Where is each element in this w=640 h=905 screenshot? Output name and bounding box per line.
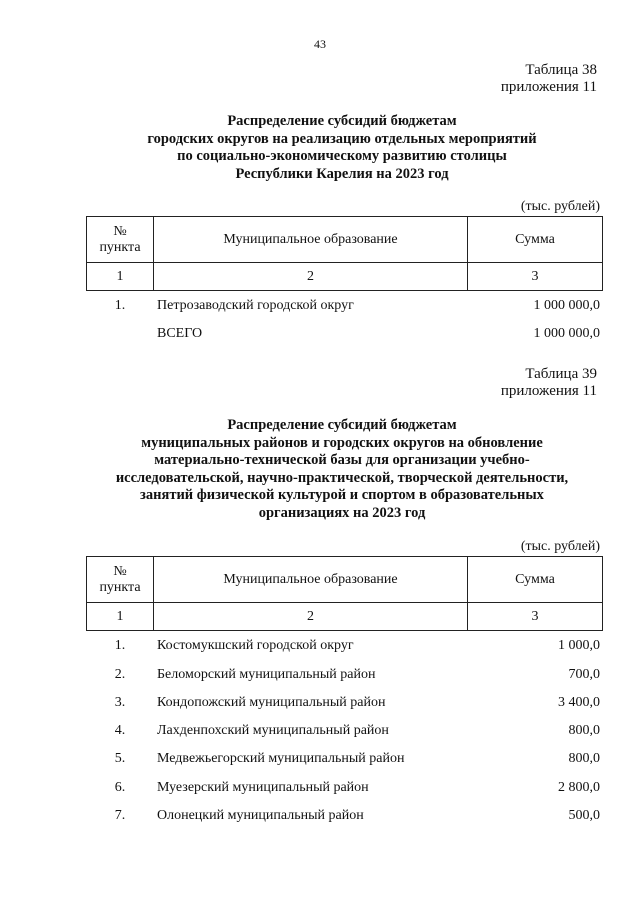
title-line: организациях на 2023 год xyxy=(258,504,426,521)
title-line: исследовательской, научно-практической, творческой деятельности, xyxy=(115,469,569,486)
header-number-symbol: № xyxy=(113,223,127,239)
table-38-reference xyxy=(501,62,597,96)
row-sum: 500,0 xyxy=(568,808,600,823)
total-label: ВСЕГО xyxy=(157,326,203,341)
header-municipality: Муниципальное образование xyxy=(154,217,468,263)
column-number-2: 2 xyxy=(154,603,468,631)
row-number: 6. xyxy=(114,780,126,795)
row-sum: 2 800,0 xyxy=(558,780,600,795)
row-sum: 3 400,0 xyxy=(558,695,600,710)
row-municipality: Беломорский муниципальный район xyxy=(157,667,376,682)
table-38-title xyxy=(80,113,604,183)
row-sum: 1 000 000,0 xyxy=(533,298,600,313)
row-sum: 800,0 xyxy=(568,751,600,766)
row-sum: 800,0 xyxy=(568,723,600,738)
header-sum: Сумма xyxy=(468,217,603,263)
row-municipality: Костомукшский городской округ xyxy=(157,638,354,653)
table-39-title xyxy=(80,417,604,522)
table-38-header xyxy=(86,216,603,291)
row-sum: 700,0 xyxy=(568,667,600,682)
title-line: Распределение субсидий бюджетам xyxy=(227,417,457,433)
header-sum: Сумма xyxy=(468,557,603,603)
row-municipality: Кондопожский муниципальный район xyxy=(157,695,386,710)
units-label: (тыс. рублей) xyxy=(520,539,600,554)
column-number-1: 1 xyxy=(87,263,154,291)
total-row xyxy=(86,326,600,346)
header-municipality: Муниципальное образование xyxy=(154,557,468,603)
table-row xyxy=(86,298,600,318)
units-label: (тыс. рублей) xyxy=(520,199,600,214)
header-number-word: пункта xyxy=(99,579,141,595)
column-number-2: 2 xyxy=(154,263,468,291)
total-sum: 1 000 000,0 xyxy=(533,326,600,341)
table-row xyxy=(86,808,600,828)
title-line: Республики Карелия на 2023 год xyxy=(235,165,449,182)
table-row xyxy=(86,751,600,771)
header-number-word: пункта xyxy=(99,239,141,255)
table-row xyxy=(86,638,600,658)
title-line: Распределение субсидий бюджетам xyxy=(227,113,457,129)
row-number: 5. xyxy=(114,751,126,766)
table-ref-line: приложения 11 xyxy=(500,79,597,95)
table-ref-line: Таблица 38 xyxy=(525,62,597,78)
row-sum: 1 000,0 xyxy=(558,638,600,653)
row-municipality: Лахденпохский муниципальный район xyxy=(157,723,389,738)
page-number: 43 xyxy=(314,37,326,51)
header-number-cell xyxy=(87,557,154,603)
row-number: 4. xyxy=(114,723,126,738)
table-row xyxy=(86,695,600,715)
title-line: городских округов на реализацию отдельных мероприятий xyxy=(147,130,537,147)
row-number: 7. xyxy=(114,808,126,823)
title-line: муниципальных районов и городских округов на обновление xyxy=(141,434,543,451)
row-number: 1. xyxy=(114,638,126,653)
header-number-cell xyxy=(87,217,154,263)
row-municipality: Олонецкий муниципальный район xyxy=(157,808,364,823)
row-municipality: Муезерский муниципальный район xyxy=(157,780,369,795)
column-number-1: 1 xyxy=(87,603,154,631)
title-line: по социально-экономическому развитию столицы xyxy=(177,148,507,164)
row-municipality: Петрозаводский городской округ xyxy=(157,298,354,313)
table-row xyxy=(86,723,600,743)
table-ref-line: приложения 11 xyxy=(500,383,597,399)
table-39-reference xyxy=(501,366,597,400)
table-row xyxy=(86,667,600,687)
row-number: 1. xyxy=(114,298,126,313)
table-39-header xyxy=(86,556,603,631)
row-municipality: Медвежьегорский муниципальный район xyxy=(157,751,405,766)
row-number: 2. xyxy=(114,667,126,682)
title-line: занятий физической культурой и спортом в образовательных xyxy=(140,487,544,503)
column-number-3: 3 xyxy=(468,263,603,291)
header-number-symbol: № xyxy=(113,563,127,579)
table-ref-line: Таблица 39 xyxy=(525,366,597,382)
column-number-3: 3 xyxy=(468,603,603,631)
row-number: 3. xyxy=(114,695,126,710)
table-row xyxy=(86,780,600,800)
title-line: материально-технической базы для организации учебно- xyxy=(154,452,530,468)
